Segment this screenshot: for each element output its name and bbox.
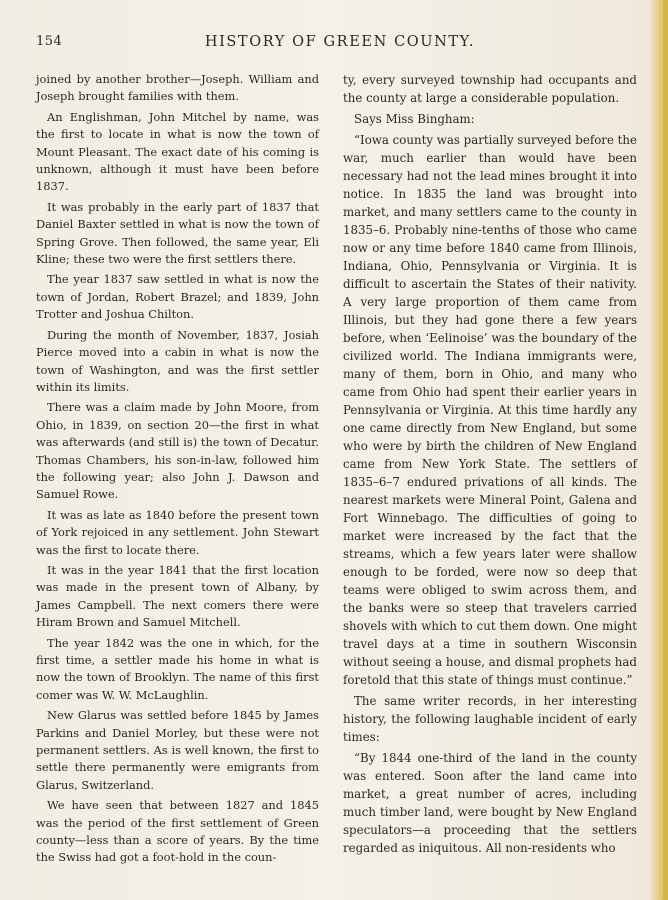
paragraph: There was a claim made by John Moore, from Ohio, in 1839, on section 20—the first in what was afterwards (and still is) the town of Decatur. Thomas Chambers, his son-in-law, followed him the following year; also John J. Dawson and Samuel Rowe. <box>36 400 319 502</box>
quotation-paragraph: “By 1844 one-third of the land in the county was entered. Soon after the land came into market, a great number of acres, including much timber land, were bought by New England speculators—a proceeding that the settlers regarded as iniquitous. All non-residents who <box>343 751 637 855</box>
paragraph: The same writer records, in her interesting history, the following laughable incident of early times: <box>343 694 637 744</box>
paragraph: An Englishman, John Mitchel by name, was the first to locate in what is now the town of Mount Pleasant. The exact date of his coming is unknown, although it must have been before 1837. <box>36 109 319 194</box>
paragraph: ty, every surveyed township had occupants and the county at large a considerable population. <box>343 73 637 105</box>
right-column <box>343 71 637 860</box>
paragraph: During the month of November, 1837, Josiah Pierce moved into a cabin in what is now the town of Washington, and was the first settler within its limits. <box>36 327 319 394</box>
paragraph: The year 1837 saw settled in what is now the town of Jordan, Robert Brazel; and 1839, John Trotter and Joshua Chilton. <box>36 272 319 322</box>
paragraph: It was as late as 1840 before the present town of York rejoiced in any settlement. John Stewart was the first to locate there. <box>36 507 319 557</box>
paragraph: The year 1842 was the one in which, for the first time, a settler made his home in what is now the town of Brooklyn. The name of this first comer was W. W. McLaughlin. <box>36 635 319 702</box>
paragraph: joined by another brother—Joseph. William and Joseph brought families with them. <box>36 72 319 104</box>
paragraph: We have seen that between 1827 and 1845 was the period of the first settlement of Green county—less than a score of years. By the time the Swiss had got a foot-hold in the coun- <box>36 798 319 865</box>
paragraph: New Glarus was settled before 1845 by James Parkins and Daniel Morley, but these were not permanent settlers. As is well known, the first to settle there permanently were emigrants from Glarus, Switzerland. <box>36 708 319 792</box>
quotation-paragraph: “Iowa county was partially surveyed before the war, much earlier than would have been necessary had not the lead mines brought it into notice. In 1835 the land was brought into market, and many settlers came to the county in 1835–6. Probably nine-tenths of those who came now or any time before 1840 came from Illinois, Indiana, Ohio, Pennsylvania or Virginia. It is difficult to ascertain the States of their nativity. A very large proportion of them came from Illinois, but they had gone there a few years before, when ‘Eelinoise’ was the boundary of the civilized world. The Indiana immigrants were, many of them, born in Ohio, and many who came from Ohio had spent their earlier years in Pennsylvania or Virginia. At this time hardly any one came directly from New England, but some who were by birth the children of New England came from New York State. The settlers of 1835–6–7 endured privations of all kinds. The nearest markets were Mineral Point, Galena and Fort Winnebago. The difficulties of going to market were increased by the fact that the streams, which a few years later were shallow enough to be forded, were now so deep that teams were obliged to swim across them, and the banks were so steep that travelers carried shovels with which to cut them down. One might travel days at a time in southern Wisconsin without seeing a house, and dismal prophets had foretold that this state of things must continue.” <box>343 133 637 687</box>
page-header <box>36 34 644 54</box>
paragraph: It was in the year 1841 that the first location was made in the present town of Albany, by James Campbell. The next comers there were Hiram Brown and Samuel Mitchell. <box>36 562 319 630</box>
left-column <box>36 71 319 870</box>
page-number: 154 <box>36 34 63 49</box>
paragraph: Says Miss Bingham: <box>354 112 475 126</box>
paragraph: It was probably in the early part of 1837 that Daniel Baxter settled in what is now the town of Spring Grove. Then followed, the same year, Eli Kline; these two were the first settlers there. <box>36 199 319 267</box>
running-title: HISTORY OF GREEN COUNTY. <box>204 34 476 50</box>
page-edge <box>663 0 668 900</box>
